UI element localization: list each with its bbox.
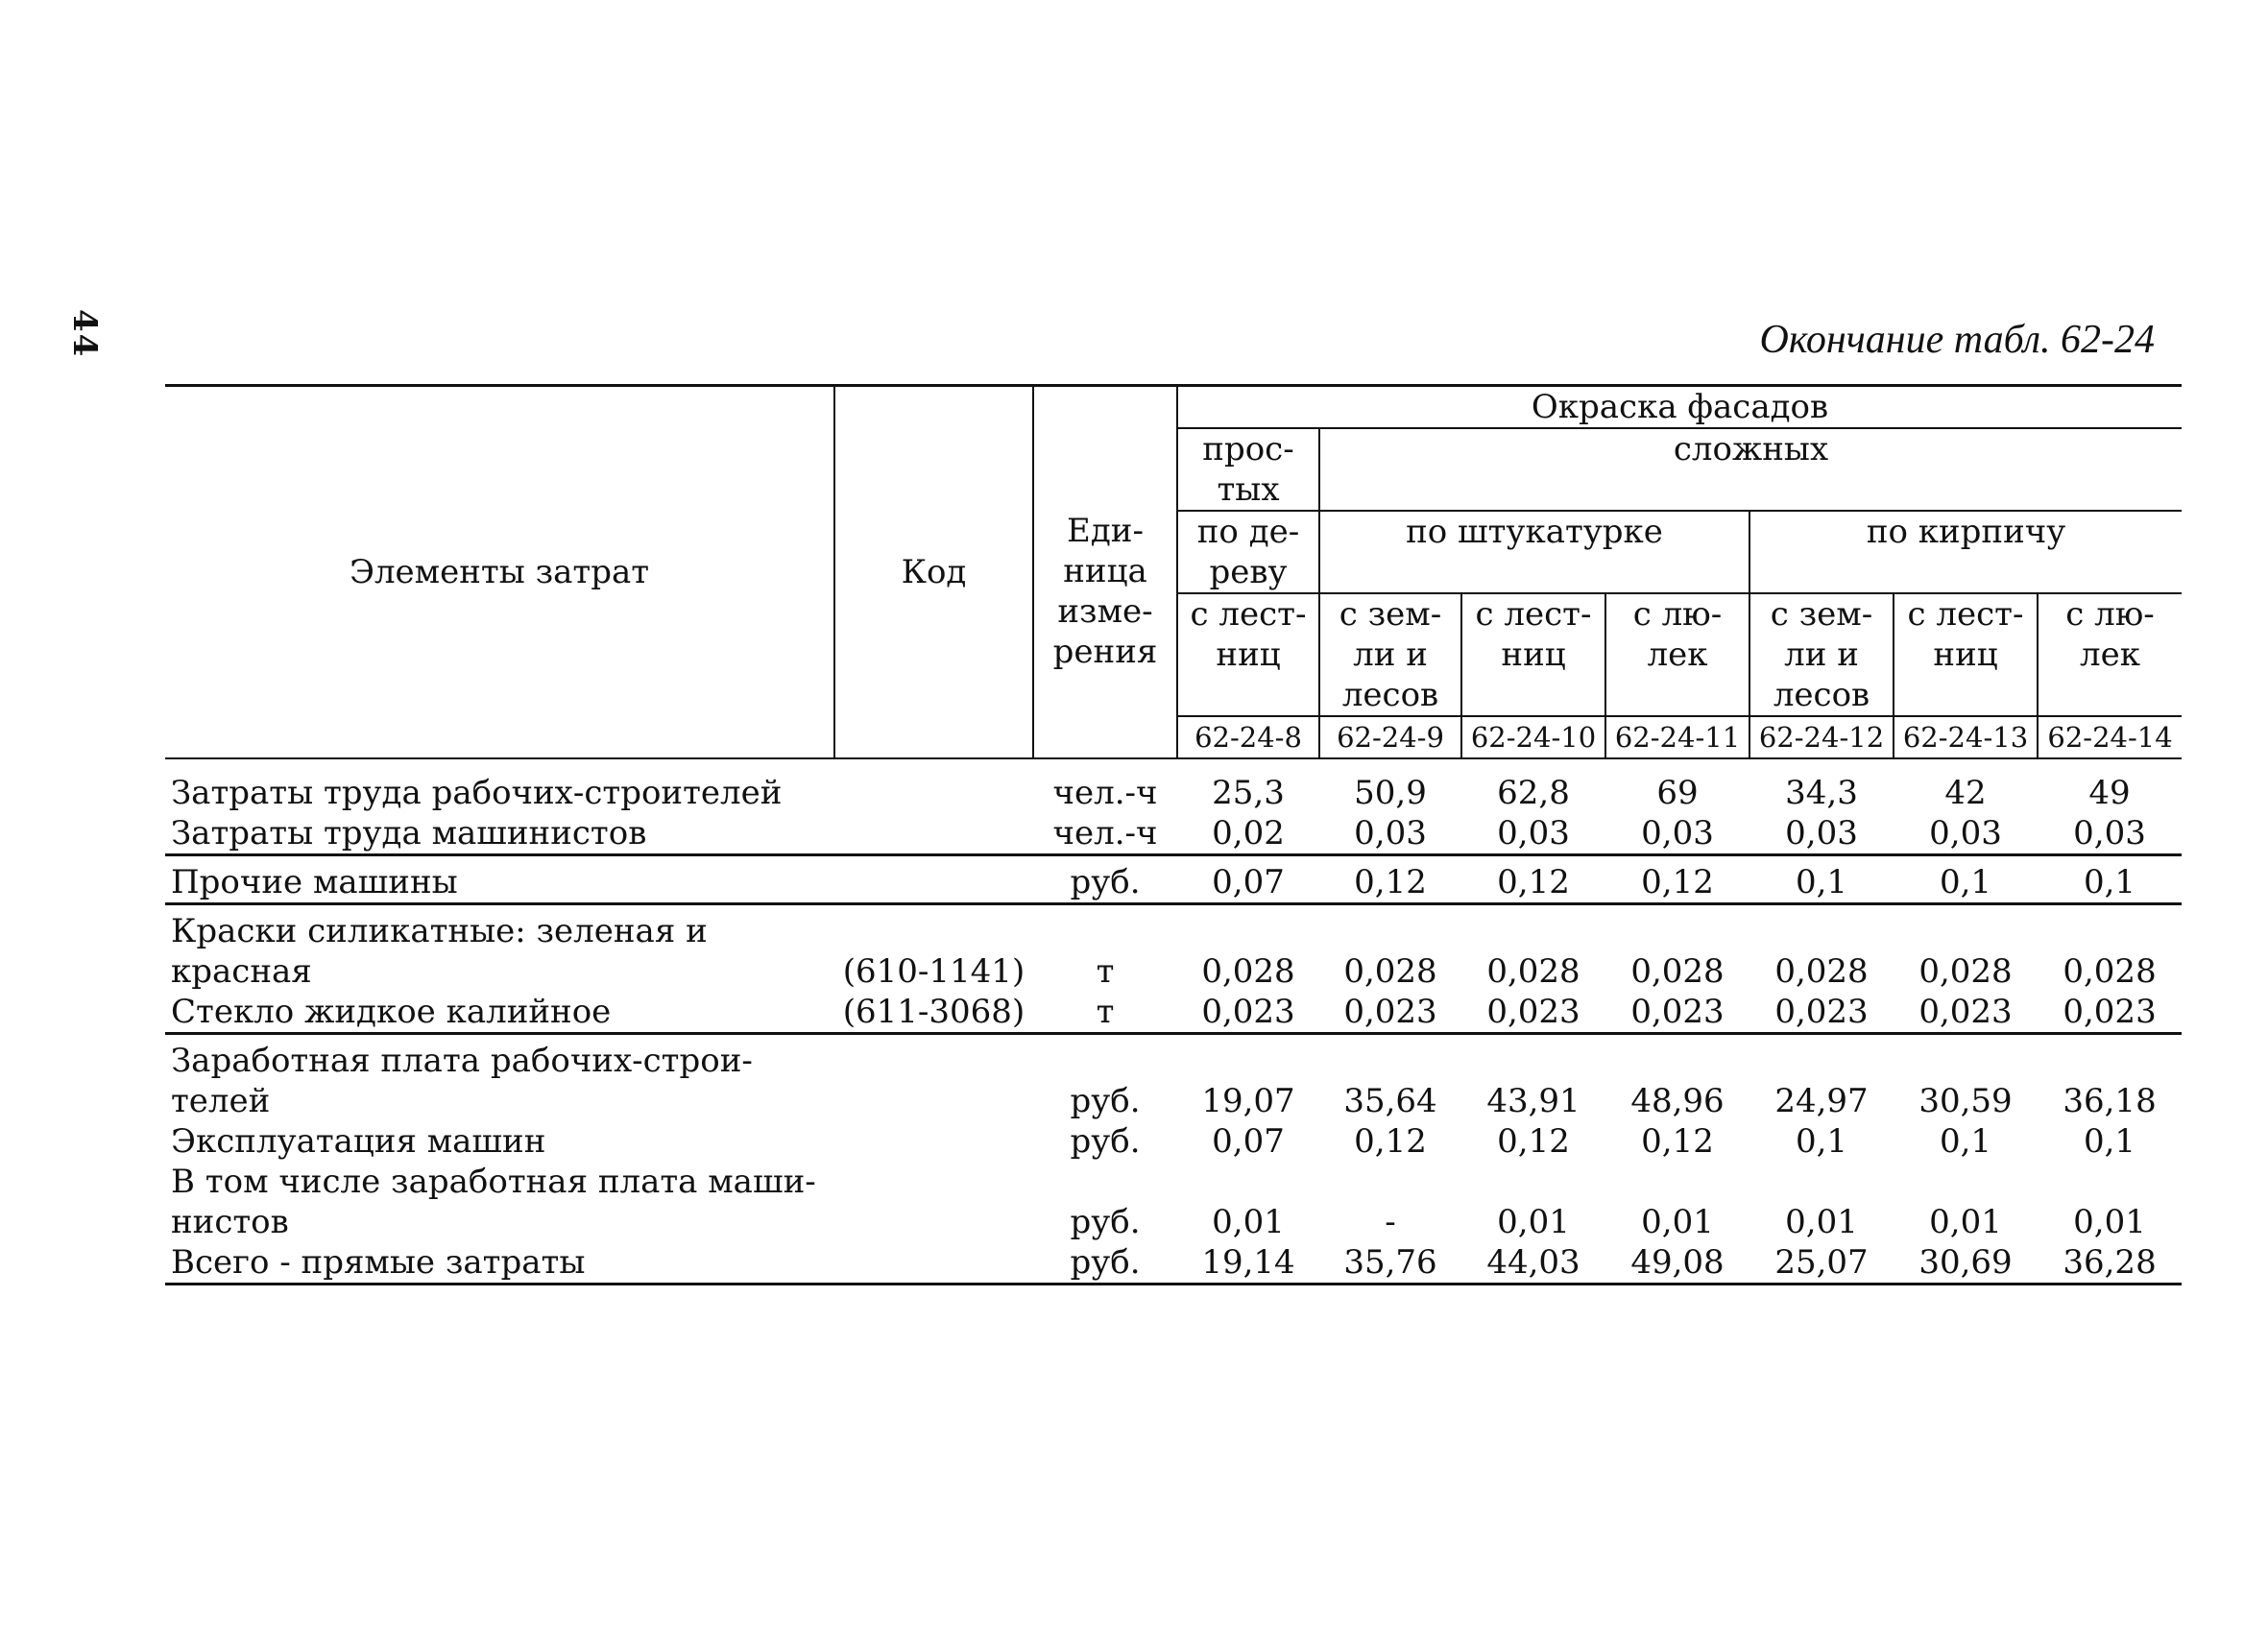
table-header: [165, 386, 2182, 759]
row-value: 0,023: [1319, 992, 1461, 1034]
row-kod: [834, 758, 1033, 813]
row-value: 0,01: [1641, 1203, 1714, 1241]
table-body: [165, 758, 2182, 1285]
row-value: 0,028: [1201, 952, 1295, 991]
row-value: 25,3: [1212, 774, 1285, 812]
row-value: 0,023: [1894, 992, 2038, 1034]
row-value: 0,01: [1785, 1203, 1858, 1241]
row-kod: (611-3068): [834, 992, 1033, 1034]
row-value: 19,14: [1177, 1242, 1319, 1285]
row-value: 0,02: [1177, 813, 1319, 855]
table-row: [165, 1162, 2182, 1242]
row-value: 30,59: [1918, 1082, 2013, 1120]
row-name: Краски силикатные: зеленая и красная: [171, 912, 708, 991]
table-row: [165, 904, 2182, 993]
row-value: 0,023: [2038, 992, 2182, 1034]
table-row: [165, 855, 2182, 904]
row-name: Всего - прямые затраты: [165, 1242, 834, 1285]
row-value: 0,07: [1212, 1122, 1285, 1161]
table-row: [165, 758, 2182, 813]
table-row: [165, 1034, 2182, 1122]
row-value: 34,3: [1785, 774, 1858, 812]
cost-table-container: [165, 384, 2182, 1285]
row-unit: т: [1096, 952, 1115, 991]
row-unit: чел.-ч: [1052, 774, 1158, 812]
row-value: 0,028: [1343, 952, 1437, 991]
row-kod: [834, 1162, 1033, 1242]
row-value: -: [1385, 1203, 1396, 1241]
row-value: 0,03: [1749, 813, 1894, 855]
row-name: Затраты труда рабочих-строителей: [171, 774, 783, 812]
row-value: 0,1: [1749, 855, 1894, 904]
row-value: 24,97: [1774, 1082, 1869, 1120]
row-value: 62,8: [1497, 774, 1570, 812]
row-value: 36,18: [2063, 1082, 2157, 1120]
header-sub: с лест- ниц: [1461, 593, 1605, 716]
header-code: 62-24-14: [2038, 716, 2182, 758]
header-po-shtukaturke: по штукатурке: [1319, 511, 1749, 593]
row-value: 0,1: [1894, 855, 2038, 904]
header-sub: с лю- лек: [1605, 593, 1749, 716]
row-value: 0,12: [1605, 855, 1749, 904]
row-name: Затраты труда машинистов: [165, 813, 834, 855]
header-code: 62-24-11: [1605, 716, 1749, 758]
table-row: [165, 992, 2182, 1034]
row-kod: (610-1141): [842, 952, 1025, 991]
row-name: Эксплуатация машин: [171, 1122, 546, 1161]
header-kod: Код: [834, 386, 1033, 759]
row-value: 19,07: [1201, 1082, 1295, 1120]
row-value: 25,07: [1749, 1242, 1894, 1285]
row-value: 0,12: [1461, 855, 1605, 904]
row-kod: [834, 1121, 1033, 1162]
row-value: 48,96: [1630, 1082, 1725, 1120]
row-value: 0,1: [2083, 1122, 2136, 1161]
row-value: 0,03: [1461, 813, 1605, 855]
row-kod: [834, 855, 1033, 904]
page-number: 44: [65, 309, 104, 359]
header-unit: Еди- ница изме- рения: [1033, 386, 1177, 759]
header-sub: с зем- ли и лесов: [1749, 593, 1894, 716]
row-kod: [834, 813, 1033, 855]
header-code: 62-24-12: [1749, 716, 1894, 758]
row-name: Заработная плата рабочих-строи- телей: [171, 1042, 753, 1120]
header-sub: с лест- ниц: [1177, 593, 1319, 716]
row-value: 43,91: [1486, 1082, 1580, 1120]
row-value: 0,01: [1497, 1203, 1570, 1241]
header-elements: Элементы затрат: [165, 386, 834, 759]
table-caption: Окончание табл. 62-24: [1759, 318, 2155, 362]
header-po-kirpichu: по кирпичу: [1749, 511, 2182, 593]
table-row: [165, 813, 2182, 855]
row-value: 0,023: [1749, 992, 1894, 1034]
row-value: 0,028: [1486, 952, 1580, 991]
row-value: 0,01: [1929, 1203, 2002, 1241]
header-code: 62-24-8: [1177, 716, 1319, 758]
row-value: 42: [1944, 774, 1987, 812]
row-value: 35,76: [1319, 1242, 1461, 1285]
header-sub: с лест- ниц: [1894, 593, 2038, 716]
row-unit: руб.: [1070, 1082, 1141, 1120]
row-value: 0,03: [2038, 813, 2182, 855]
row-value: 0,01: [2073, 1203, 2146, 1241]
row-value: 49,08: [1605, 1242, 1749, 1285]
row-value: 0,01: [1212, 1203, 1285, 1241]
row-unit: чел.-ч: [1033, 813, 1177, 855]
table-row: [165, 1242, 2182, 1285]
row-unit: руб.: [1033, 855, 1177, 904]
row-value: 44,03: [1461, 1242, 1605, 1285]
header-slozhnyh: сложных: [1319, 428, 2182, 511]
row-name: Прочие машины: [165, 855, 834, 904]
row-value: 0,023: [1461, 992, 1605, 1034]
row-value: 0,03: [1605, 813, 1749, 855]
row-value: 0,1: [1939, 1122, 1992, 1161]
row-unit: руб.: [1033, 1242, 1177, 1285]
row-value: 0,1: [2038, 855, 2182, 904]
row-value: 0,12: [1354, 1122, 1427, 1161]
row-value: 0,07: [1177, 855, 1319, 904]
row-value: 35,64: [1343, 1082, 1437, 1120]
row-name: В том числе заработная плата маши- нистов: [171, 1163, 816, 1241]
header-sub: с зем- ли и лесов: [1319, 593, 1461, 716]
row-value: 0,12: [1497, 1122, 1570, 1161]
header-okraska-fasadov: Окраска фасадов: [1177, 386, 2182, 429]
row-value: 0,023: [1177, 992, 1319, 1034]
row-value: 0,028: [1918, 952, 2013, 991]
header-code: 62-24-10: [1461, 716, 1605, 758]
row-value: 0,023: [1605, 992, 1749, 1034]
row-kod: [834, 1242, 1033, 1285]
row-value: 0,028: [1774, 952, 1869, 991]
row-value: 69: [1656, 774, 1699, 812]
header-sub: с лю- лек: [2038, 593, 2182, 716]
row-value: 49: [2088, 774, 2131, 812]
header-code: 62-24-9: [1319, 716, 1461, 758]
row-value: 0,028: [2063, 952, 2157, 991]
row-value: 0,12: [1319, 855, 1461, 904]
cost-table: [165, 384, 2182, 1285]
row-kod: [834, 1034, 1033, 1122]
row-name: Стекло жидкое калийное: [165, 992, 834, 1034]
row-unit: руб.: [1070, 1203, 1141, 1241]
table-row: [165, 1121, 2182, 1162]
row-value: 0,028: [1630, 952, 1725, 991]
row-value: 0,03: [1894, 813, 2038, 855]
row-unit: т: [1033, 992, 1177, 1034]
row-value: 36,28: [2038, 1242, 2182, 1285]
row-value: 30,69: [1894, 1242, 2038, 1285]
row-value: 0,03: [1319, 813, 1461, 855]
row-value: 50,9: [1354, 774, 1427, 812]
header-code: 62-24-13: [1894, 716, 2038, 758]
row-value: 0,12: [1641, 1122, 1714, 1161]
row-unit: руб.: [1070, 1122, 1141, 1161]
header-prostyh: прос- тых: [1177, 428, 1319, 511]
row-value: 0,1: [1795, 1122, 1848, 1161]
header-po-derevu: по де- реву: [1177, 511, 1319, 593]
